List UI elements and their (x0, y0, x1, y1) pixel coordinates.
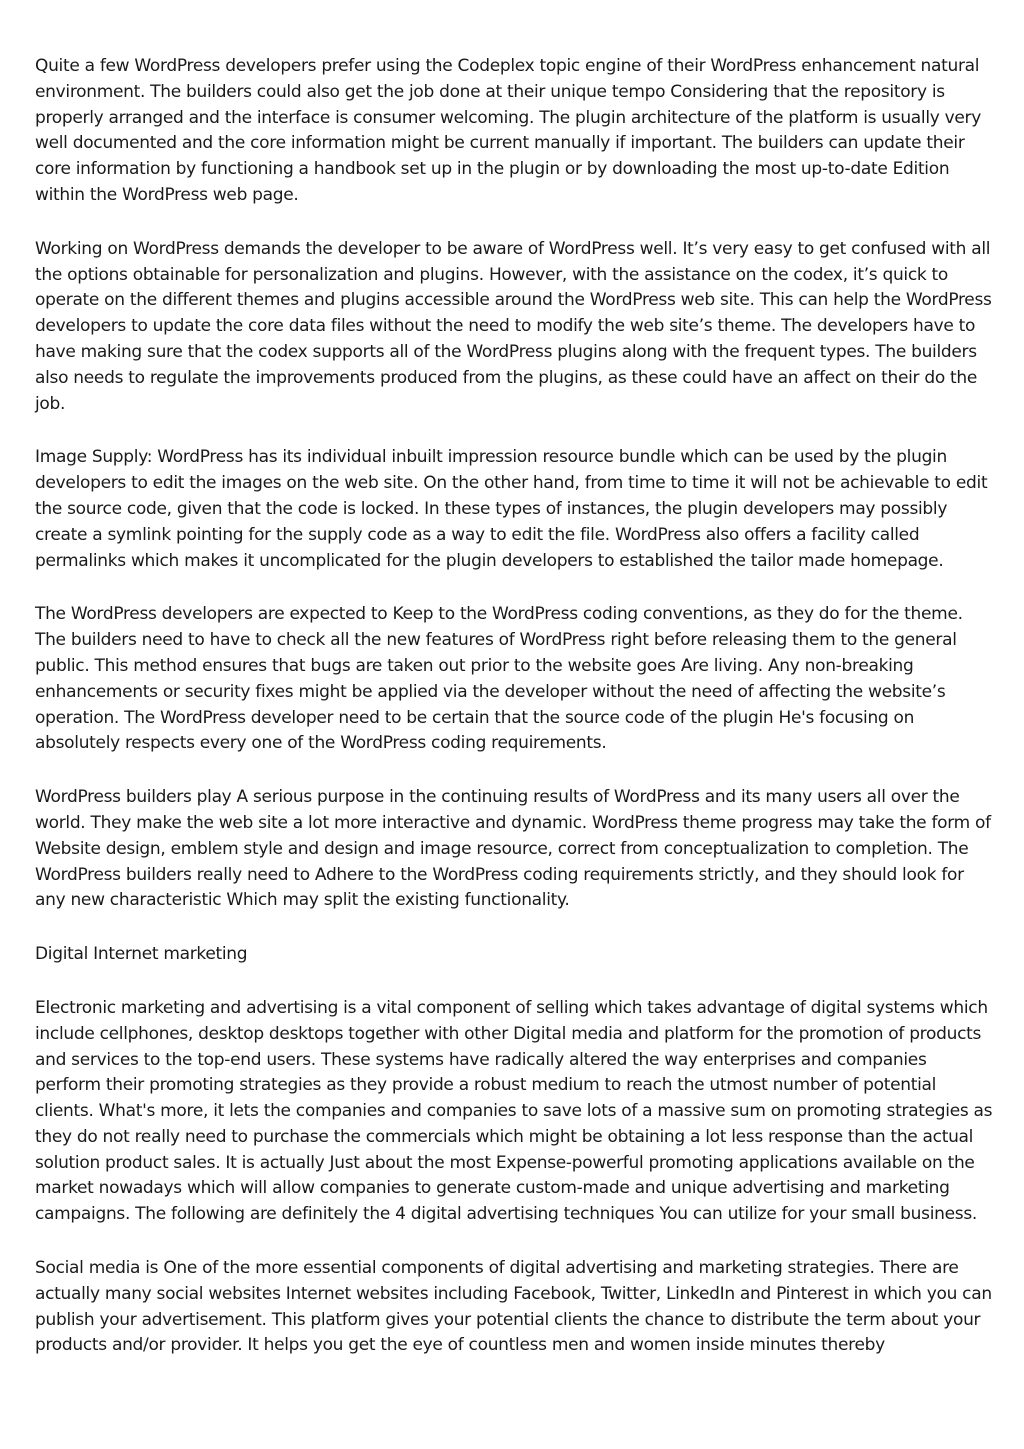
paragraph-wordpress-builders: WordPress builders play A serious purpose in the continuing results of WordPress and its many users all over the world. They make the web site a lot more interactive and dynamic. WordPress theme progress may take the form of Website design, emblem style and design and image resource, correct from conceptualization to completion. The WordPress builders really need to Adhere to the WordPress coding requirements strictly, and they should look for any new characteristic Which may split the existing functionality. (35, 787, 991, 911)
paragraph-working-on-wordpress: Working on WordPress demands the developer to be aware of WordPress well. It’s very easy to get confused with all the options obtainable for personalization and plugins. However, with the assistance on the codex, it’s quick to operate on the different themes and plugins accessible around the WordPress web site. This can help the WordPress developers to update the core data files without the need to modify the web site’s theme. The developers have to have making sure that the codex supports all of the WordPress plugins along with the frequent types. The builders also needs to regulate the improvements produced from the plugins, as these could have an affect on their do the job. (35, 238, 992, 414)
paragraph-image-supply: Image Supply: WordPress has its individual inbuilt impression resource bundle which can be used by the plugin developers to edit the images on the web site. On the other hand, from time to time it will not be achievable to edit the source code, given that the code is locked. In these types of instances, the plugin developers may possibly create a symlink pointing for the supply code as a way to edit the file. WordPress also offers a facility called permalinks which makes it uncomplicated for the plugin developers to established the tailor made homepage. (35, 447, 988, 571)
paragraph-coding-conventions: The WordPress developers are expected to Keep to the WordPress coding conventions, as they do for the theme. The builders need to have to check all the new features of WordPress right before releasing them to the general public. This method ensures that bugs are taken out prior to the website goes Are living. Any non-breaking enhancements or security fixes might be applied via the developer without the need of affecting the website’s operation. The WordPress developer need to be certain that the source code of the plugin He's focusing on absolutely respects every one of the WordPress coding requirements. (35, 604, 963, 754)
section-heading-digital-marketing: Digital Internet marketing (35, 944, 248, 965)
paragraph-social-media: Social media is One of the more essential components of digital advertising and marketing strategies. There are actually many social websites Internet websites including Facebook, Twitter, LinkedIn and Pinterest in which you can publish your advertisement. This platform gives your potential clients the chance to distribute the term about your products and/or provider. It helps you get the eye of countless men and women inside minutes thereby (35, 1258, 992, 1356)
paragraph-codeplex: Quite a few WordPress developers prefer using the Codeplex topic engine of their WordPress enhancement natural environment. The builders could also get the job done at their unique tempo Considering that the repository is properly arranged and the interface is consumer welcoming. The plugin architecture of the platform is usually very well documented and the core information might be current manually if important. The builders can update their core information by functioning a handbook set up in the plugin or by downloading the most up-to-date Edition within the WordPress web page. (35, 56, 982, 205)
paragraph-electronic-marketing: Electronic marketing and advertising is a vital component of selling which takes advantage of digital systems which include cellphones, desktop desktops together with other Digital media and platform for the promotion of products and services to the top-end users. These systems have radically altered the way enterprises and companies perform their promoting strategies as they provide a robust medium to reach the utmost number of potential clients. What's more, it lets the companies and companies to save lots of a massive sum on promoting strategies as they do not really need to purchase the commercials which might be obtaining a lot less response than the actual solution product sales. It is actually Just about the most Expense-powerful promoting applications available on the market nowadays which will allow companies to generate custom-made and unique advertising and marketing campaigns. The following are definitely the 4 digital advertising techniques You can utilize for your small business. (35, 997, 993, 1225)
document-body (35, 54, 995, 1387)
